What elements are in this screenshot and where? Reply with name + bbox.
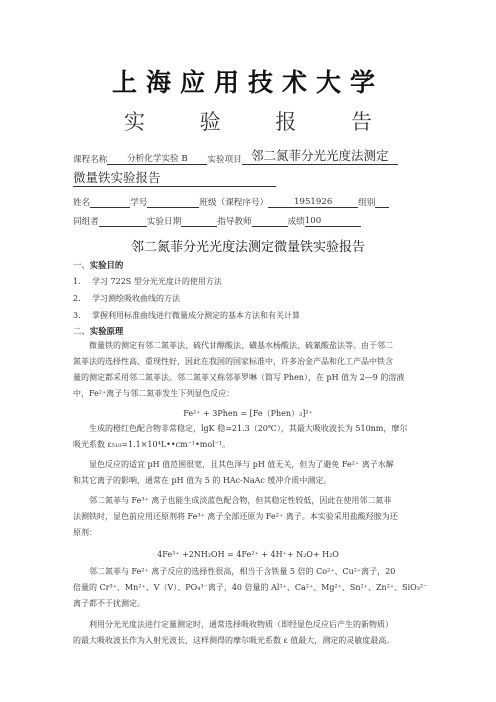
paragraph-methods: [73, 338, 433, 402]
section-heading-principle: [73, 325, 123, 337]
section-title: 实验原理: [89, 326, 124, 336]
project-label: 实验项目: [207, 155, 242, 165]
course-field: 分析化学实验 B: [107, 152, 207, 165]
item-text: 学习测绘吸收曲线的方法: [92, 294, 180, 303]
objective-item: [73, 310, 300, 321]
objective-item: [73, 276, 222, 287]
item-text: 掌握利用标准曲线进行微量成分测定的基本方法和有关计算: [92, 311, 300, 320]
project-field-line1: 邻二氮菲分光光度法测定: [242, 146, 398, 165]
form-line-project-cont: [73, 168, 433, 187]
document-title: 邻二氮菲分光光度法测定微量铁实验报告: [130, 240, 365, 255]
item-number: 3.: [73, 311, 81, 320]
paragraph-line: 吸光系数 ε₅₁₀=1.1×10⁴L••cm⁻¹•mol⁻¹。: [73, 440, 231, 449]
paragraph-wavelength: [73, 617, 433, 649]
report-title: 实 验 报 告: [123, 110, 397, 134]
paragraph-line: 显色反应的适宜 pH 值范围很宽，且其色泽与 pH 值无关，但为了避免 Fe²⁺ 离子水解: [89, 460, 394, 469]
student-id-field: [147, 207, 199, 208]
section-title: 实验目的: [89, 260, 124, 270]
paragraph-line: 倍量的 Cr³⁺、Mn²⁺、V（V）、PO₄³⁻离子，40 倍量的 Al³⁺、Ca²⁺、Mg²⁺、Sn²⁺、Zn²⁺、SiO₃²⁻: [73, 583, 428, 592]
paragraph-line: 和其它离子的影响，通常在 pH 值为 5 的 HAc-NaAc 缓冲介质中测定。: [73, 476, 332, 485]
name-field: [90, 207, 130, 208]
student-id-label: 学号: [130, 198, 148, 208]
school-name: 上海应用技术大学: [111, 68, 384, 97]
date-field: [181, 226, 217, 227]
equation-complexation: Fe²⁺ + 3Phen = [Fe（Phen）₃]²⁺: [183, 409, 313, 418]
date-label: 实验日期: [146, 217, 182, 227]
equation-reduction: 4Fe³⁺ +2NH₂OH = 4Fe²⁺ + 4H⁺+ N₂O+ H₂O: [157, 550, 339, 559]
paragraph-line: 氮菲法的选择性高、重现性好，因此在我国的国家标准中，许多冶金产品和化工产品中铁含: [73, 357, 393, 366]
group-field: [375, 207, 389, 208]
teacher-label: 指导教师: [217, 217, 252, 227]
paragraph-selectivity: [73, 564, 433, 612]
paragraph-ph-range: [73, 457, 433, 489]
form-line-student: [73, 196, 433, 208]
paragraph-line: 量的测定都采用邻二氮菲法。邻二氮菲又称邻菲罗啉（简写 Phen），在 pH 值为 2—9 的溶液: [73, 373, 405, 382]
section-number: 一、: [73, 260, 90, 270]
paragraph-line: 利用分光光度法进行定量测定时，通常选择吸收物质（即经显色反应后产生的新物质）: [89, 620, 393, 629]
item-number: 1.: [73, 277, 81, 286]
paragraph-line: 法测铁时，显色前应用还原剂将 Fe³⁺ 离子全部还原为 Fe²⁺ 离子。本实验采用盐酸羟胺为还: [73, 512, 398, 521]
paragraph-line: 原剂：: [73, 528, 97, 537]
score-label: 成绩: [287, 217, 305, 227]
paragraph-reduction: [73, 493, 433, 541]
form-line-experiment: [73, 215, 433, 227]
section-number: 二、: [73, 326, 90, 336]
group-label: 组别: [358, 198, 376, 208]
partner-label: 同组者: [73, 217, 99, 227]
objective-item: [73, 293, 180, 304]
score-field: 100: [305, 216, 361, 227]
paragraph-line: 邻二氮菲与 Fe²⁺ 离子反应的选择性很高，相当于含铁量 5 倍的 Co²⁺、Cu²⁺离子，20: [89, 567, 396, 576]
section-heading-objectives: [73, 259, 123, 271]
class-field: 1951926: [268, 197, 358, 208]
teacher-field: [252, 226, 288, 227]
item-number: 2.: [73, 294, 81, 303]
paragraph-line: 离子都不干扰测定。: [73, 599, 145, 608]
paragraph-line: 微量铁的测定有邻二氮菲法、硫代甘醇酸法、磺基水杨酸法、硫氰酸盐法等。由于邻二: [89, 341, 393, 350]
partner-field: [99, 226, 147, 227]
paragraph-line: 邻二氮菲与 Fe³⁺ 离子也能生成淡蓝色配合物，但其稳定性较低，因此在使用邻二氮菲: [89, 496, 392, 505]
item-text: 学习 722S 型分光光度计的使用方法: [92, 277, 222, 286]
paragraph-line: 中，Fe²⁺离子与邻二氮菲发生下列显色反应：: [73, 389, 235, 398]
paragraph-complex-properties: [73, 421, 433, 453]
course-label: 课程名称: [73, 155, 108, 165]
class-label: 班级（课程序号）: [199, 198, 269, 208]
form-line-course: [73, 146, 433, 165]
project-field-line2: 微量铁实验报告: [73, 168, 276, 187]
paragraph-line: 生成的橙红色配合物非常稳定，lgK 稳=21.3（20℃），其最大吸收波长为 510nm，摩尔: [89, 424, 408, 433]
name-label: 姓名: [73, 198, 91, 208]
paragraph-line: 的最大吸收波长作为入射光波长，这样测得的摩尔吸光系数 ε 值最大，测定的灵敏度最高。: [73, 636, 395, 645]
